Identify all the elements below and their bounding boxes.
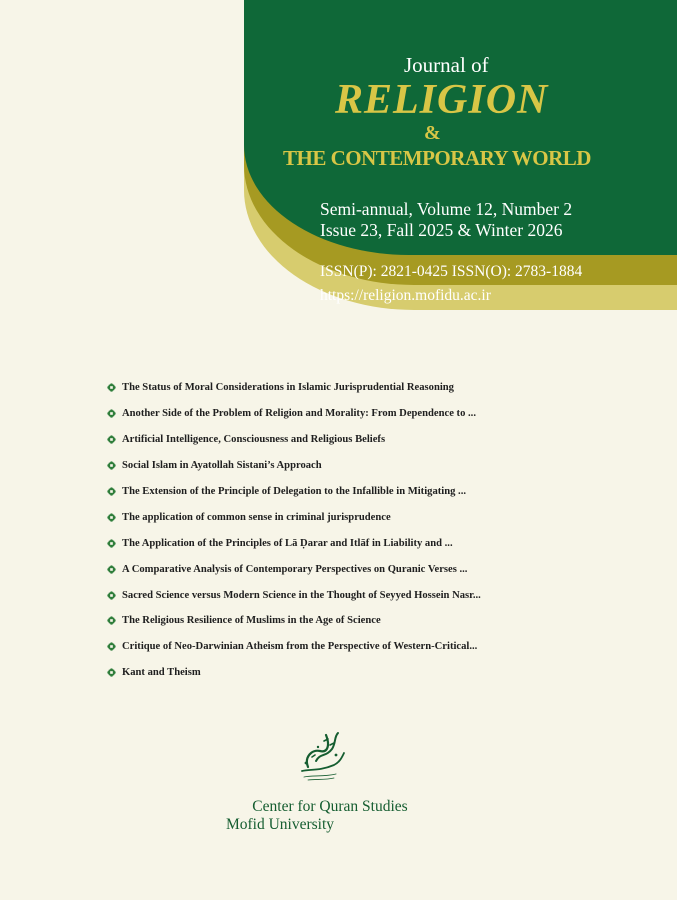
flower-bullet-icon — [107, 591, 116, 600]
list-item[interactable] — [107, 375, 481, 401]
journal-title-ampersand: & — [424, 122, 441, 144]
article-title: Sacred Science versus Modern Science in the Thought of Seyyed Hossein Nasr... — [122, 589, 481, 601]
article-title: Another Side of the Problem of Religion and Morality: From Dependence to ... — [122, 408, 476, 420]
list-item[interactable] — [107, 427, 481, 453]
article-title: The Extension of the Principle of Delegation to the Infallible in Mitigating ... — [122, 486, 466, 497]
flower-bullet-icon — [107, 513, 116, 522]
list-item[interactable] — [107, 530, 481, 556]
flower-bullet-icon — [107, 565, 116, 574]
volume-info: Semi-annual, Volume 12, Number 2 — [320, 199, 573, 219]
list-item[interactable] — [107, 479, 481, 505]
publisher-name: Center for Quran Studies — [252, 798, 408, 815]
list-item[interactable] — [107, 401, 481, 427]
article-title: Social Islam in Ayatollah Sistani’s Approach — [122, 460, 322, 472]
journal-title-contemporary-world: THE CONTEMPORARY WORLD — [283, 146, 591, 170]
list-item[interactable] — [107, 634, 481, 660]
journal-of-label: Journal of — [404, 53, 489, 77]
article-title: Critique of Neo-Darwinian Atheism from the Perspective of Western-Critical... — [122, 641, 478, 653]
flower-bullet-icon — [107, 487, 116, 496]
flower-bullet-icon — [107, 539, 116, 548]
article-title: Artificial Intelligence, Consciousness and Religious Beliefs — [122, 434, 386, 446]
list-item[interactable] — [107, 504, 481, 530]
flower-bullet-icon — [107, 435, 116, 444]
journal-url[interactable]: https://religion.mofidu.ac.ir — [320, 287, 491, 304]
article-list — [107, 375, 481, 686]
flower-bullet-icon — [107, 668, 116, 677]
journal-title-religion: RELIGION — [335, 77, 549, 123]
flower-bullet-icon — [107, 461, 116, 470]
issue-info: Issue 23, Fall 2025 & Winter 2026 — [320, 220, 563, 240]
article-title: The Religious Resilience of Muslims in the Age of Science — [122, 615, 381, 627]
list-item[interactable] — [107, 556, 481, 582]
list-item[interactable] — [107, 453, 481, 479]
article-title: The Application of the Principles of Lā Ḍarar and Itlāf in Liability and ... — [122, 537, 453, 549]
article-title: Kant and Theism — [122, 667, 201, 679]
mofid-university-logo-icon — [290, 727, 350, 788]
article-title: A Comparative Analysis of Contemporary Perspectives on Quranic Verses ... — [122, 563, 468, 575]
article-title: The Status of Moral Considerations in Islamic Jurisprudential Reasoning — [122, 382, 454, 394]
flower-bullet-icon — [107, 383, 116, 392]
issn-info: ISSN(P): 2821-0425 ISSN(O): 2783-1884 — [320, 263, 583, 280]
article-title: The application of common sense in criminal jurisprudence — [122, 511, 391, 523]
list-item[interactable] — [107, 608, 481, 634]
flower-bullet-icon — [107, 642, 116, 651]
flower-bullet-icon — [107, 409, 116, 418]
flower-bullet-icon — [107, 616, 116, 625]
university-name: Mofid University — [225, 816, 335, 833]
list-item[interactable] — [107, 660, 481, 686]
list-item[interactable] — [107, 582, 481, 608]
